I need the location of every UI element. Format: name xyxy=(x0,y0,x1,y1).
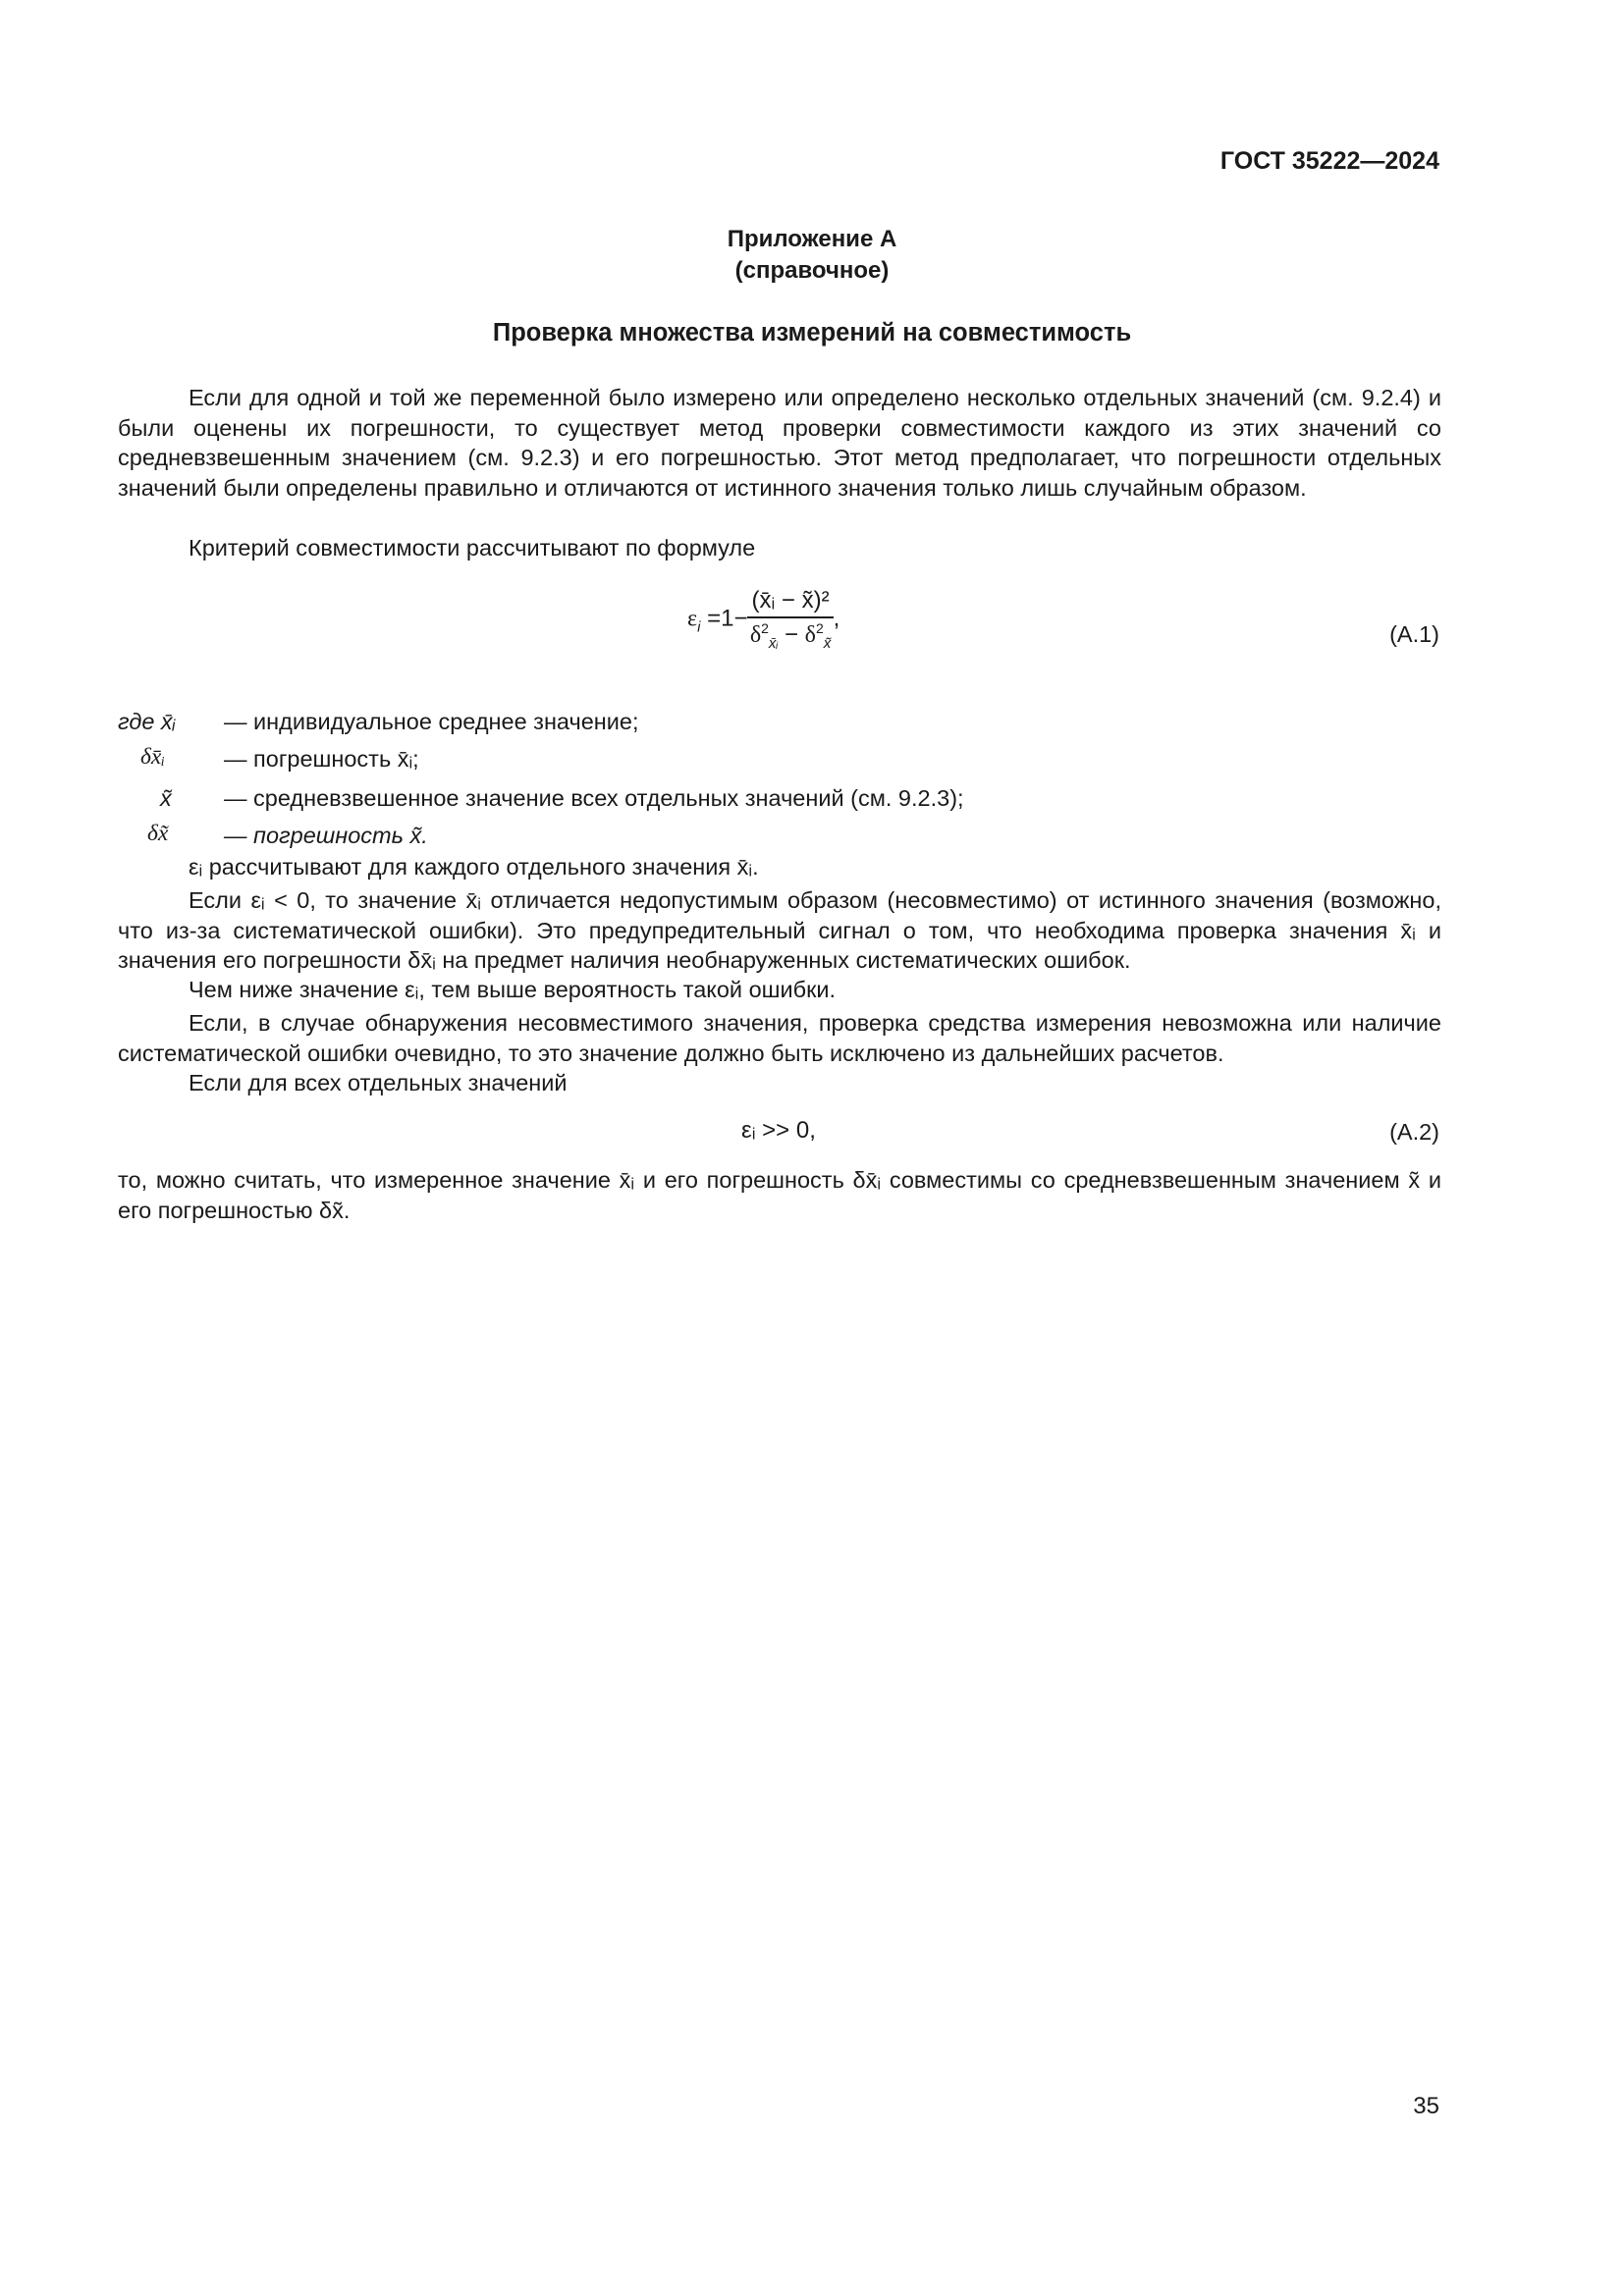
conclusion-paragraph: то, можно считать, что измеренное значение x̄ᵢ и его погрешность δx̄ᵢ совместимы со средневзвешенным значением x̃ и его погрешностью δx̃. xyxy=(118,1167,1441,1223)
formula-a2-number: (А.2) xyxy=(1389,1119,1439,1145)
paragraph-lower: Чем ниже значение εᵢ, тем выше вероятность такой ошибки. xyxy=(189,977,837,1002)
formula-a1 xyxy=(687,587,839,652)
definition-symbol: δx̃ xyxy=(147,821,169,846)
formula-a1-lhs-sub: i xyxy=(697,618,701,636)
formula-a1-den-b-sup: 2 xyxy=(815,620,824,636)
formula-a1-den-b-sub: x̃ xyxy=(823,635,832,652)
formula-a1-denominator: $\delta^2_{x̄ᵢ} - \delta^2_{x̃}$ xyxy=(749,620,832,652)
paragraph-calc: εᵢ рассчитывают для каждого отдельного значения x̄ᵢ. xyxy=(189,854,759,880)
paragraph-incompatible: Если εᵢ < 0, то значение x̄ᵢ отличается недопустимым образом (несовместимо) от истинного значения (возможно, что из-за систематической ошибки). Это предупредительный сигнал о том, что необходима проверка значения x̄ᵢ и значения его погрешности δx̄ᵢ на предмет наличия необнаруженных систематических ошибок. xyxy=(118,887,1441,973)
definition-text: — индивидуальное среднее значение; xyxy=(224,709,639,734)
appendix-heading: Проверка множества измерений на совместимость xyxy=(492,319,1132,347)
formula-a1-lhs: ε xyxy=(687,606,698,632)
formula-a1-den-a-sup: 2 xyxy=(761,620,769,636)
intro-paragraph: Если для одной и той же переменной было измерено или определено несколько отдельных значений (см. 9.2.4) и были оценены их погрешности, то существует метод проверки совместимости каждого из этих значений со средневзвешенным значением (см. 9.2.3) и его погрешностью. Этот метод предполагает, что погрешности отдельных значений были определены правильно и отличаются от истинного значения только лишь случайным образом. xyxy=(118,385,1441,501)
page-number: 35 xyxy=(1413,2093,1439,2119)
formula-a1-den-b: δ xyxy=(804,622,816,648)
formula-a2: εᵢ >> 0, xyxy=(741,1117,816,1144)
criterion-line: Критерий совместимости рассчитывают по формуле xyxy=(189,535,756,561)
definition-row xyxy=(118,709,176,735)
paragraph-exclude: Если, в случае обнаружения несовместимого значения, проверка средства измерения невозможна или наличие систематической ошибки очевидно, то это значение должно быть исключено из дальнейших расчетов. xyxy=(118,1010,1441,1066)
definition-symbol: δx̄ᵢ xyxy=(140,744,166,770)
definition-text: — погрешность x̃. xyxy=(224,823,428,848)
formula-a1-eq: =1− xyxy=(707,605,748,632)
definition-text: — погрешность x̄ᵢ; xyxy=(224,746,419,772)
formula-a1-number: (А.1) xyxy=(1389,621,1439,647)
standard-number: ГОСТ 35222—2024 xyxy=(1219,147,1439,175)
definition-symbol: где x̄ᵢ xyxy=(118,709,176,734)
formula-a1-den-a: δ xyxy=(749,622,762,648)
formula-a1-numerator: (x̄ᵢ − x̃)² xyxy=(747,587,833,618)
definition-text: — средневзвешенное значение всех отдельных значений (см. 9.2.3); xyxy=(224,785,964,811)
formula-a1-trail: , xyxy=(833,605,840,632)
paragraph-all-values: Если для всех отдельных значений xyxy=(189,1070,568,1095)
appendix-title: Приложение А xyxy=(727,226,897,252)
definition-symbol: x̃ xyxy=(160,785,172,811)
appendix-subtitle: (справочное) xyxy=(734,257,890,284)
formula-a1-den-a-sub: x̄ᵢ xyxy=(768,635,779,652)
formula-a1-fraction xyxy=(747,587,833,652)
